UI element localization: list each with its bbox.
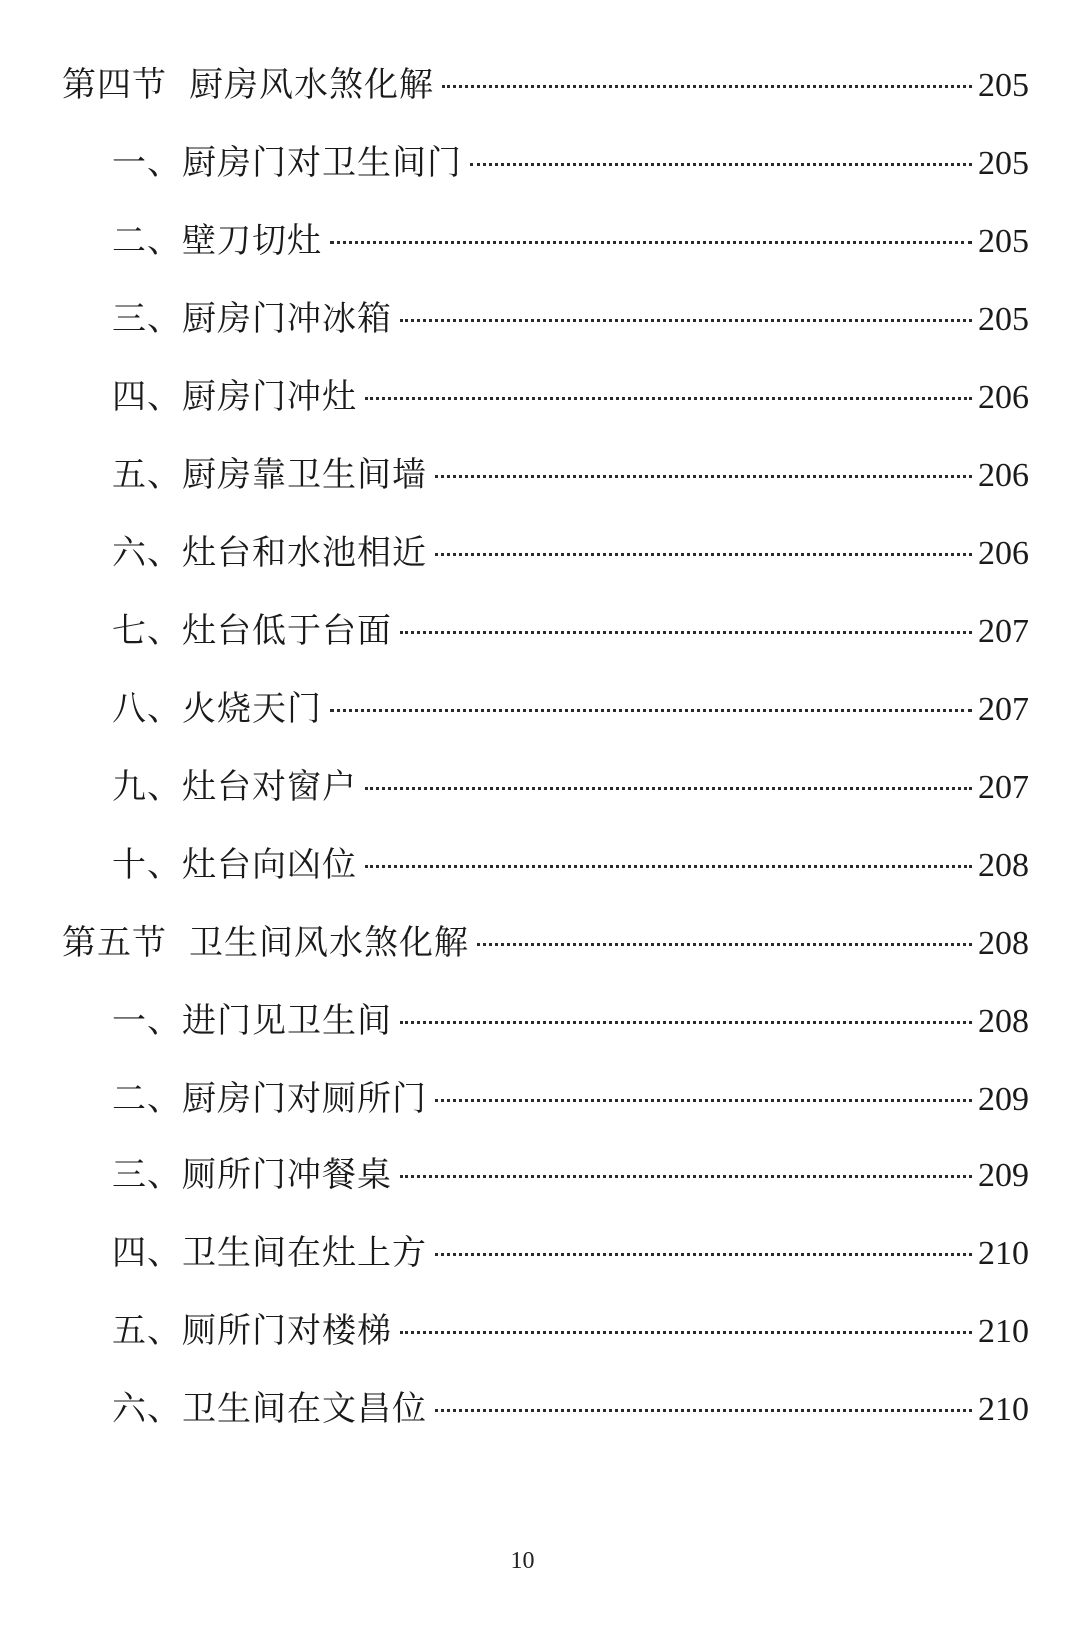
toc-entry-label: 三、厕所门冲餐桌 xyxy=(112,1155,392,1195)
toc-entry-label: 一、进门见卫生间 xyxy=(112,1001,392,1041)
toc-item xyxy=(112,1384,1029,1434)
dot-leader xyxy=(365,787,972,790)
toc-item xyxy=(112,1074,1029,1124)
dot-leader xyxy=(477,943,972,946)
dot-leader xyxy=(330,709,972,712)
toc-item xyxy=(112,840,1029,890)
dot-leader xyxy=(435,1253,972,1256)
toc-page-number: 209 xyxy=(978,1157,1029,1194)
toc-page-number: 205 xyxy=(978,145,1029,182)
toc-entry-label: 九、灶台对窗户 xyxy=(112,767,357,807)
toc-entry-label: 五、厨房靠卫生间墙 xyxy=(112,455,427,495)
toc-section-4 xyxy=(62,60,1029,110)
dot-leader xyxy=(442,85,972,88)
toc-entry-label: 八、火烧天门 xyxy=(112,689,322,729)
toc-item xyxy=(112,294,1029,344)
toc-page-number: 207 xyxy=(978,769,1029,806)
dot-leader xyxy=(400,1331,972,1334)
dot-leader xyxy=(435,553,972,556)
toc-item xyxy=(112,138,1029,188)
dot-leader xyxy=(400,631,972,634)
toc-item xyxy=(112,684,1029,734)
toc-page-number: 206 xyxy=(978,535,1029,572)
toc-item xyxy=(112,1306,1029,1356)
dot-leader xyxy=(400,1021,972,1024)
toc-entry-label: 二、厨房门对厕所门 xyxy=(112,1079,427,1119)
toc-item xyxy=(112,372,1029,422)
toc-entry-label: 十、灶台向凶位 xyxy=(112,845,357,885)
dot-leader xyxy=(435,475,972,478)
toc-entry-label: 六、灶台和水池相近 xyxy=(112,533,427,573)
toc-item xyxy=(112,606,1029,656)
toc-section-5 xyxy=(62,918,1029,968)
toc-page-number: 207 xyxy=(978,691,1029,728)
toc-page-number: 210 xyxy=(978,1313,1029,1350)
toc-page-number: 209 xyxy=(978,1081,1029,1118)
toc-entry-label: 四、卫生间在灶上方 xyxy=(112,1233,427,1273)
toc-item xyxy=(112,216,1029,266)
toc-entry-label: 第四节 厨房风水煞化解 xyxy=(62,65,434,105)
toc-page-number: 205 xyxy=(978,67,1029,104)
toc-entry-label: 第五节 卫生间风水煞化解 xyxy=(62,923,469,963)
dot-leader xyxy=(365,397,972,400)
toc-entry-label: 三、厨房门冲冰箱 xyxy=(112,299,392,339)
toc-page-number: 207 xyxy=(978,613,1029,650)
toc-page-number: 208 xyxy=(978,847,1029,884)
toc-page-number: 208 xyxy=(978,1003,1029,1040)
toc-item xyxy=(112,450,1029,500)
dot-leader xyxy=(400,319,972,322)
toc-page-number: 208 xyxy=(978,925,1029,962)
toc-page-number: 206 xyxy=(978,457,1029,494)
toc-entry-label: 五、厕所门对楼梯 xyxy=(112,1311,392,1351)
dot-leader xyxy=(400,1175,972,1178)
toc-page-number: 205 xyxy=(978,223,1029,260)
toc-entry-label: 一、厨房门对卫生间门 xyxy=(112,143,462,183)
dot-leader xyxy=(435,1409,972,1412)
toc-page-number: 210 xyxy=(978,1391,1029,1428)
toc-item xyxy=(112,762,1029,812)
toc-page-number: 210 xyxy=(978,1235,1029,1272)
toc-page-number: 206 xyxy=(978,379,1029,416)
toc-item xyxy=(112,1228,1029,1278)
dot-leader xyxy=(330,241,972,244)
dot-leader xyxy=(365,865,972,868)
toc-entry-label: 二、壁刀切灶 xyxy=(112,221,322,261)
dot-leader xyxy=(470,163,972,166)
toc-page-number: 205 xyxy=(978,301,1029,338)
toc-entry-label: 四、厨房门冲灶 xyxy=(112,377,357,417)
toc-item xyxy=(112,996,1029,1046)
toc-item xyxy=(112,528,1029,578)
page-number-footer: 10 xyxy=(510,1548,535,1574)
toc-entry-label: 七、灶台低于台面 xyxy=(112,611,392,651)
toc-entry-label: 六、卫生间在文昌位 xyxy=(112,1389,427,1429)
toc-item xyxy=(112,1150,1029,1200)
dot-leader xyxy=(435,1099,972,1102)
